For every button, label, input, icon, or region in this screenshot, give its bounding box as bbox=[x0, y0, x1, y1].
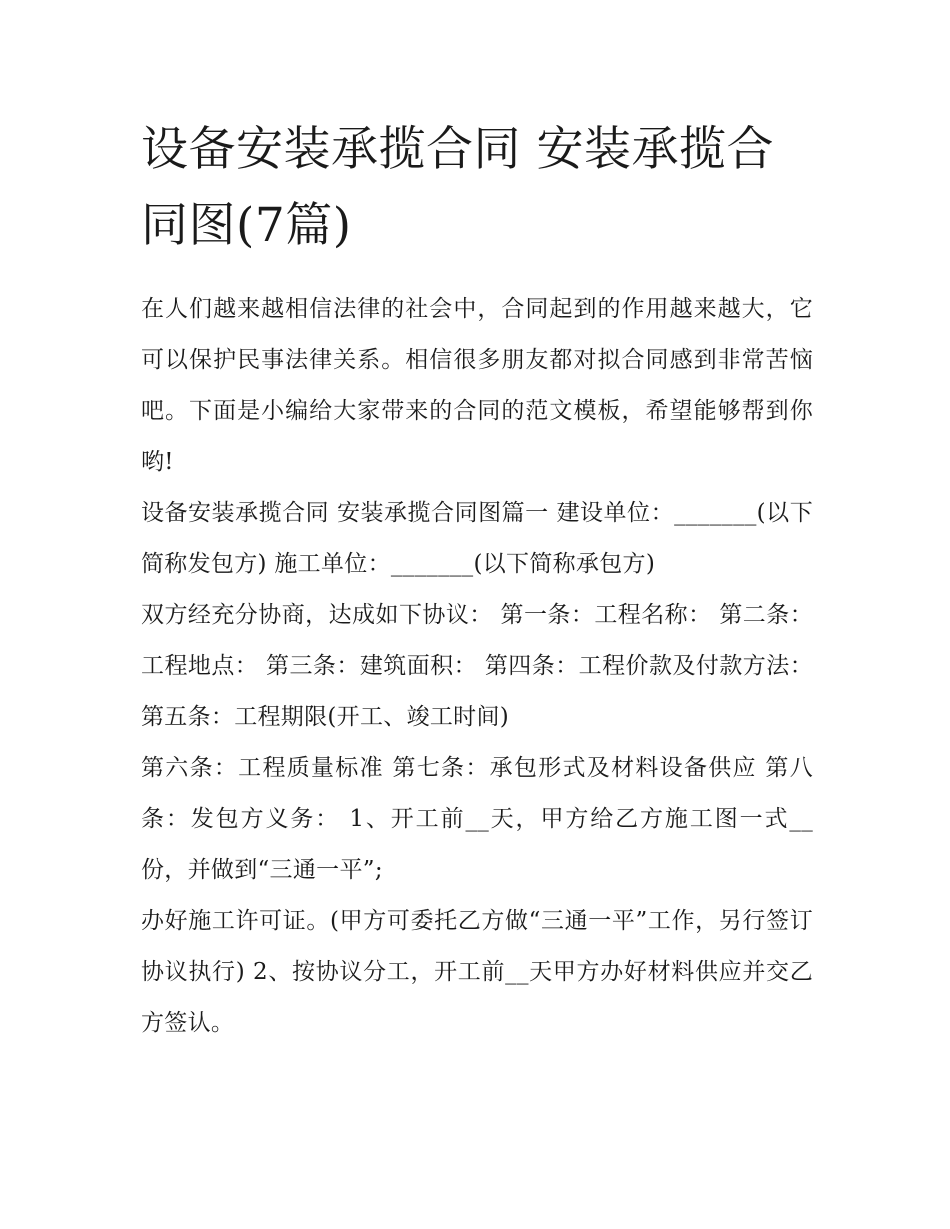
parties-paragraph: 设备安装承揽合同 安装承揽合同图篇一 建设单位：_______(以下简称发包方) 施工单位：_______(以下简称承包方) bbox=[141, 500, 813, 577]
permit-paragraph: 办好施工许可证。(甲方可委托乙方做“三通一平”工作，另行签订协议执行) 2、按协议分工，开工前__天甲方办好材料供应并交乙方签认。 bbox=[141, 908, 813, 1036]
agreement-clauses-paragraph: 双方经充分协商，达成如下协议： 第一条：工程名称： 第二条：工程地点： 第三条：建筑面积： 第四条：工程价款及付款方法： 第五条：工程期限(开工、竣工时间) bbox=[141, 602, 813, 730]
intro-paragraph: 在人们越来越相信法律的社会中，合同起到的作用越来越大，它可以保护民事法律关系。相信很多朋友都对拟合同感到非常苦恼吧。下面是小编给大家带来的合同的范文模板，希望能够帮到你哟! bbox=[141, 296, 813, 475]
document-page bbox=[141, 112, 813, 1049]
clauses-six-to-eight-paragraph: 第六条：工程质量标准 第七条：承包形式及材料设备供应 第八条：发包方义务： 1、开工前__天，甲方给乙方施工图一式__份，并做到“三通一平”; bbox=[141, 755, 813, 883]
document-title: 设备安装承揽合同 安装承揽合同图(7篇) bbox=[141, 122, 774, 253]
